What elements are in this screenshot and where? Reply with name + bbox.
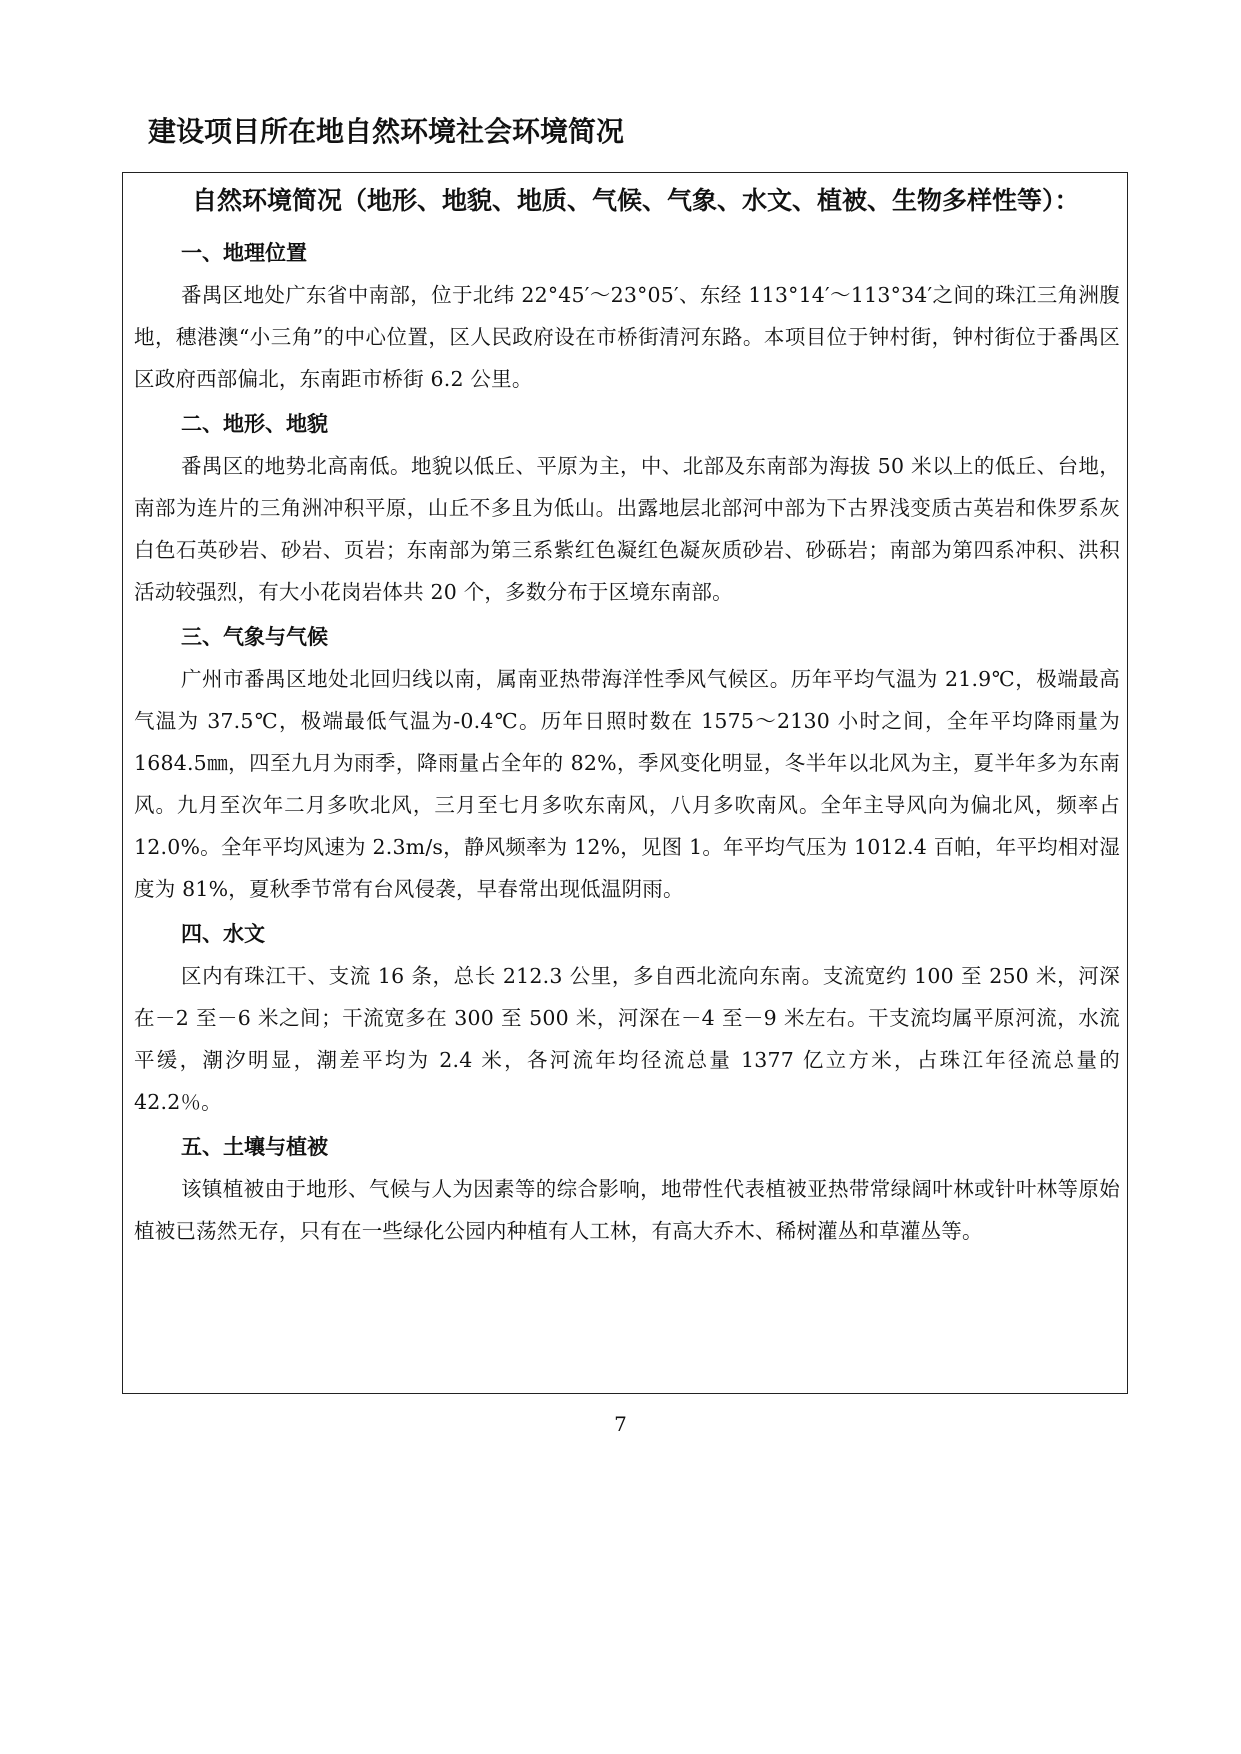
section-paragraph: 该镇植被由于地形、气候与人为因素等的综合影响，地带性代表植被亚热带常绿阔叶林或针叶林等原始植被已荡然无存，只有在一些绿化公园内种植有人工林，有高大乔木、稀树灌丛和草灌丛等。 [134,1177,1120,1243]
section-heading: 三、气象与气候 [181,625,328,649]
content-body [134,176,1120,1255]
section-heading: 四、水文 [181,922,265,946]
section-paragraph: 番禺区地处广东省中南部，位于北纬 22°45′～23°05′、东经 113°14′～113°34′之间的珠江三角洲腹地，穗港澳“小三角”的中心位置，区人民政府设在市桥街清河东路。本项目位于钟村街，钟村街位于番禺区区政府西部偏北，东南距市桥街 6.2 公里。 [134,283,1120,391]
section-heading: 二、地形、地貌 [181,412,328,436]
page-number: 7 [614,1412,627,1436]
section-paragraph: 广州市番禺区地处北回归线以南，属南亚热带海洋性季风气候区。历年平均气温为 21.9℃，极端最高气温为 37.5℃，极端最低气温为-0.4℃。历年日照时数在 1575～2130 小时之间，全年平均降雨量为 1684.5㎜，四至九月为雨季，降雨量占全年的 82%，季风变化明显，冬半年以北风为主，夏半年多为东南风。九月至次年二月多吹北风，三月至七月多吹东南风，八月多吹南风。全年主导风向为偏北风，频率占 12.0%。全年平均风速为 2.3m/s，静风频率为 12%，见图 1。年平均气压为 1012.4 百帕，年平均相对湿度为 81%，夏秋季节常有台风侵袭，早春常出现低温阴雨。 [134,667,1120,901]
section-vegetation [134,1126,1120,1252]
section-terrain [134,403,1120,613]
section-paragraph: 番禺区的地势北高南低。地貌以低丘、平原为主，中、北部及东南部为海拔 50 米以上的低丘、台地，南部为连片的三角洲冲积平原，山丘不多且为低山。出露地层北部河中部为下古界浅变质古英岩和侏罗系灰白色石英砂岩、砂岩、页岩；东南部为第三系紫红色凝红色凝灰质砂岩、砂砾岩；南部为第四系冲积、洪积活动较强烈，有大小花岗岩体共 20 个，多数分布于区境东南部。 [134,454,1120,604]
section-climate [134,616,1120,910]
section-heading: 一、地理位置 [181,241,307,265]
page-title: 建设项目所在地自然环境社会环境简况 [148,115,625,148]
section-location [134,232,1120,400]
section-hydrology [134,913,1120,1123]
intro-heading: 自然环境简况（地形、地貌、地质、气候、气象、水文、植被、生物多样性等）： [192,186,1080,215]
section-paragraph: 区内有珠江干、支流 16 条，总长 212.3 公里，多自西北流向东南。支流宽约 100 至 250 米，河深在－2 至－6 米之间；干流宽多在 300 至 500 米，河深在－4 至－9 米左右。干支流均属平原河流，水流平缓，潮汐明显，潮差平均为 2.4 米，各河流年均径流总量 1377 亿立方米，占珠江年径流总量的 42.2％。 [134,964,1120,1114]
section-heading: 五、土壤与植被 [181,1135,328,1159]
